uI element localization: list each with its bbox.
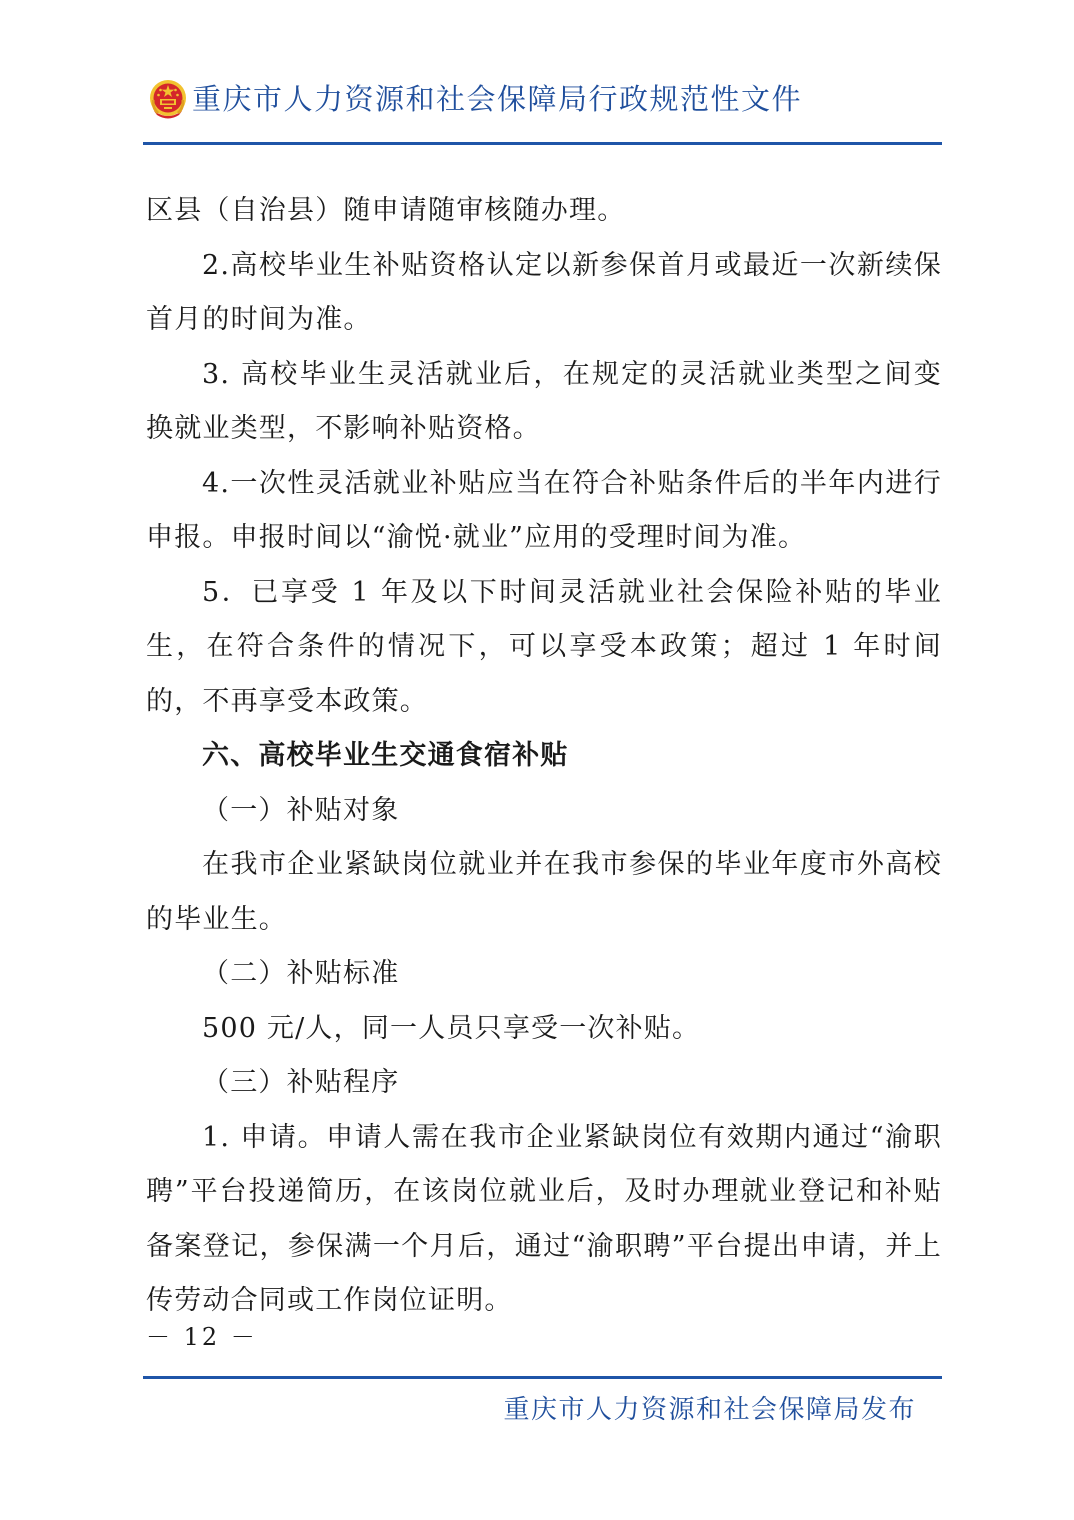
national-emblem-icon	[148, 78, 188, 120]
page-number: － 12 －	[146, 1323, 258, 1351]
paragraph-item-3: 3. 高校毕业生灵活就业后，在规定的灵活就业类型之间变换就业类型，不影响补贴资格。	[146, 358, 942, 444]
header-title: 重庆市人力资源和社会保障局行政规范性文件	[192, 82, 803, 116]
paragraph-item-5: 5．已享受 1 年及以下时间灵活就业社会保险补贴的毕业生，在符合条件的情况下，可以享受本政策；超过 1 年时间的，不再享受本政策。	[146, 576, 942, 717]
document-header	[148, 78, 942, 122]
paragraph-target: 在我市企业紧缺岗位就业并在我市参保的毕业年度市外高校的毕业生。	[146, 849, 942, 935]
subheading-target: （一）补贴对象	[202, 794, 400, 826]
document-body	[146, 184, 942, 1329]
subheading-procedure: （三）补贴程序	[202, 1067, 400, 1098]
paragraph-standard: 500 元/人，同一人员只享受一次补贴。	[202, 1012, 701, 1044]
subheading-standard: （二）补贴标准	[202, 958, 400, 989]
footer-publisher: 重庆市人力资源和社会保障局发布	[503, 1395, 916, 1425]
header-divider	[143, 142, 942, 145]
paragraph-item-4: 4.一次性灵活就业补贴应当在符合补贴条件后的半年内进行申报。申报时间以“渝悦·就业”应用的受理时间为准。	[146, 467, 942, 553]
section-heading: 六、高校毕业生交通食宿补贴	[202, 740, 569, 771]
paragraph-procedure-1: 1. 申请。申请人需在我市企业紧缺岗位有效期内通过“渝职聘”平台投递简历，在该岗位就业后，及时办理就业登记和补贴备案登记，参保满一个月后，通过“渝职聘”平台提出申请，并上传劳动合同或工作岗位证明。	[146, 1121, 942, 1316]
paragraph-continuation: 区县（自治县）随申请随审核随办理。	[146, 195, 626, 226]
footer-divider	[143, 1376, 942, 1379]
paragraph-item-2: 2.高校毕业生补贴资格认定以新参保首月或最近一次新续保首月的时间为准。	[146, 249, 942, 335]
